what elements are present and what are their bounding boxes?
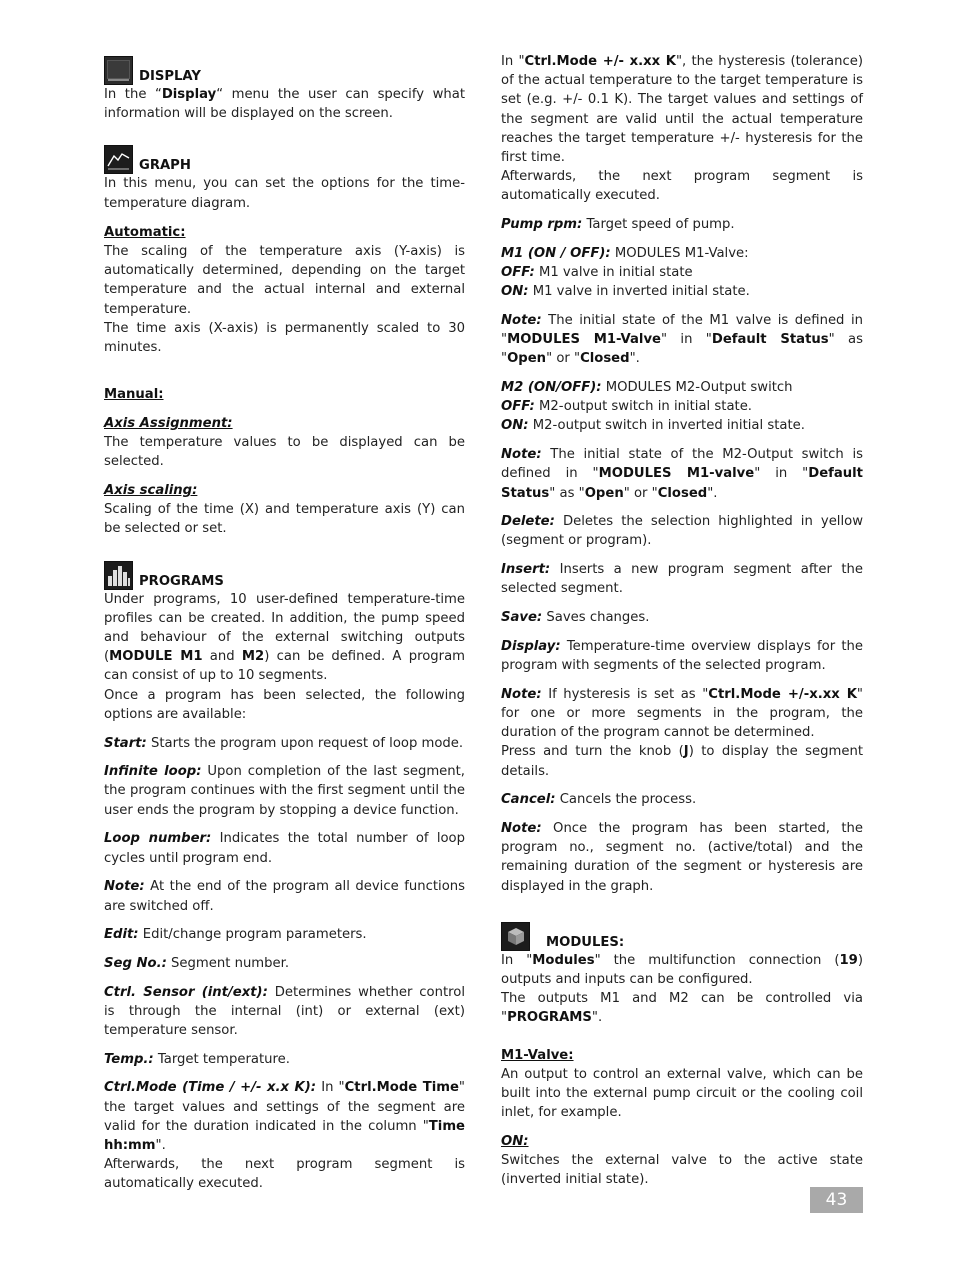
m1-item: M1 (ON / OFF): MODULES M1-Valve: OFF: M1 valve in initial state ON: M1 valve in inverted initial state. bbox=[501, 245, 750, 300]
note-hysteresis: Note: If hysteresis is set as "Ctrl.Mode +/-x.xx K" for one or more segments in the program, the duration of the program cannot be determined. bbox=[501, 686, 863, 741]
modules-outputs: The outputs M1 and M2 can be controlled via "PROGRAMS". bbox=[501, 991, 863, 1026]
axis-scaling-label: Axis scaling: bbox=[104, 483, 198, 499]
programs-icon bbox=[104, 561, 133, 590]
temp-item: Temp.: Target temperature. bbox=[104, 1051, 290, 1067]
modules-intro: In "Modules" the multifunction connection (19) outputs and inputs can be configured. bbox=[501, 952, 863, 987]
ctrl-sensor-item: Ctrl. Sensor (int/ext): Determines whether control is through the internal (int) or external (ext) temperature sensor. bbox=[104, 984, 466, 1039]
ctrl-mode-item: Ctrl.Mode (Time / +/- x.x K): In "Ctrl.Mode Time" the target values and settings of the segment are valid for the duration indicated in the column "Time hh:mm". bbox=[104, 1080, 465, 1154]
hysteresis-followup: Afterwards, the next program segment is automatically executed. bbox=[501, 169, 863, 204]
modules-section-heading: MODULES: bbox=[501, 922, 863, 951]
left-column bbox=[104, 52, 465, 1203]
edit-item: Edit: Edit/change program parameters. bbox=[104, 927, 367, 943]
m1-valve-label: M1-Valve: bbox=[501, 1047, 574, 1063]
start-item: Start: Starts the program upon request of loop mode. bbox=[104, 735, 464, 751]
programs-options-intro: Once a program has been selected, the following options are available: bbox=[104, 687, 465, 722]
display-description: In the “Display“ menu the user can specify what information will be displayed on the screen. bbox=[104, 87, 465, 122]
note-m1-valve: Note: The initial state of the M1 valve is defined in "MODULES M1-Valve" in "Default Status" as "Open" or "Closed". bbox=[501, 312, 864, 367]
loop-number-item: Loop number: Indicates the total number of loop cycles until program end. bbox=[104, 831, 466, 866]
automatic-text-1: The scaling of the temperature axis (Y-axis) is automatically determined, depending on the target temperature and the actual internal and external temperature. bbox=[104, 244, 465, 317]
on-label: ON: bbox=[501, 1133, 529, 1149]
note-m2-output: Note: The initial state of the M2-Output switch is defined in "MODULES M1-valve" in "Default Status" as "Open" or "Closed". bbox=[501, 447, 863, 501]
save-item: Save: Saves changes. bbox=[501, 610, 650, 626]
ctrl-mode-followup: Afterwards, the next program segment is automatically executed. bbox=[104, 1157, 465, 1192]
infinite-loop-item: Infinite loop: Upon completion of the last segment, the program continues with the first segment until the user ends the program by stopping a device function. bbox=[104, 764, 466, 818]
insert-item: Insert: Inserts a new program segment after the selected segment. bbox=[501, 562, 863, 597]
note-program-started: Note: Once the program has been started, the program no., segment no. (active/total) and the remaining duration of the segment or hysteresis are displayed in the graph. bbox=[501, 820, 863, 894]
hysteresis-text: In "Ctrl.Mode +/- x.xx K", the hysteresis (tolerance) of the actual temperature to the target temperature is set (e.g. +/- 0.1 K). The target values and settings of the segment are valid until the actual temperature reaches the target temperature +/- hysteresis for the first time. bbox=[501, 54, 863, 166]
axis-scaling-text: Scaling of the time (X) and temperature axis (Y) can be selected or set. bbox=[104, 502, 465, 537]
note-knob: Press and turn the knob (J) to display the segment details. bbox=[501, 744, 863, 779]
pump-rpm-item: Pump rpm: Target speed of pump. bbox=[501, 217, 735, 233]
programs-intro: Under programs, 10 user-defined temperature-time profiles can be created. In addition, the pump speed and behaviour of the external switching outputs (MODULE M1 and M2) can be defined. A program can consist of up to 10 segments. bbox=[104, 591, 466, 684]
display-section-heading: DISPLAY bbox=[104, 56, 465, 85]
modules-icon bbox=[501, 922, 530, 951]
display-icon bbox=[104, 56, 133, 85]
graph-section-heading: GRAPH bbox=[104, 145, 465, 174]
seg-no-item: Seg No.: Segment number. bbox=[104, 955, 290, 971]
display-item: Display: Temperature-time overview displays for the program with segments of the selected program. bbox=[501, 638, 863, 673]
graph-description: In this menu, you can set the options for the time-temperature diagram. bbox=[104, 176, 465, 211]
m1-valve-text: An output to control an external valve, which can be built into the external pump circuit or the cooling coil inlet, for example. bbox=[501, 1066, 863, 1121]
note-program-end: Note: At the end of the program all device functions are switched off. bbox=[104, 879, 465, 914]
delete-item: Delete: Deletes the selection highlighted in yellow (segment or program). bbox=[501, 514, 863, 549]
automatic-text-2: The time axis (X-axis) is permanently scaled to 30 minutes. bbox=[104, 320, 465, 356]
axis-assignment-text: The temperature values to be displayed can be selected. bbox=[104, 435, 465, 470]
axis-assignment-label: Axis Assignment: bbox=[104, 415, 233, 431]
graph-icon bbox=[104, 145, 133, 174]
on-text: Switches the external valve to the active state (inverted initial state). bbox=[501, 1153, 863, 1188]
page-number: 43 bbox=[810, 1187, 863, 1213]
manual-label: Manual: bbox=[104, 386, 164, 402]
cancel-item: Cancel: Cancels the process. bbox=[501, 792, 697, 808]
right-column bbox=[501, 52, 863, 1199]
programs-section-heading: PROGRAMS bbox=[104, 561, 465, 590]
m2-item: M2 (ON/OFF): MODULES M2-Output switch OFF: M2-output switch in initial state. ON: M2-output switch in inverted initial state. bbox=[501, 380, 805, 434]
automatic-label: Automatic: bbox=[104, 224, 186, 240]
